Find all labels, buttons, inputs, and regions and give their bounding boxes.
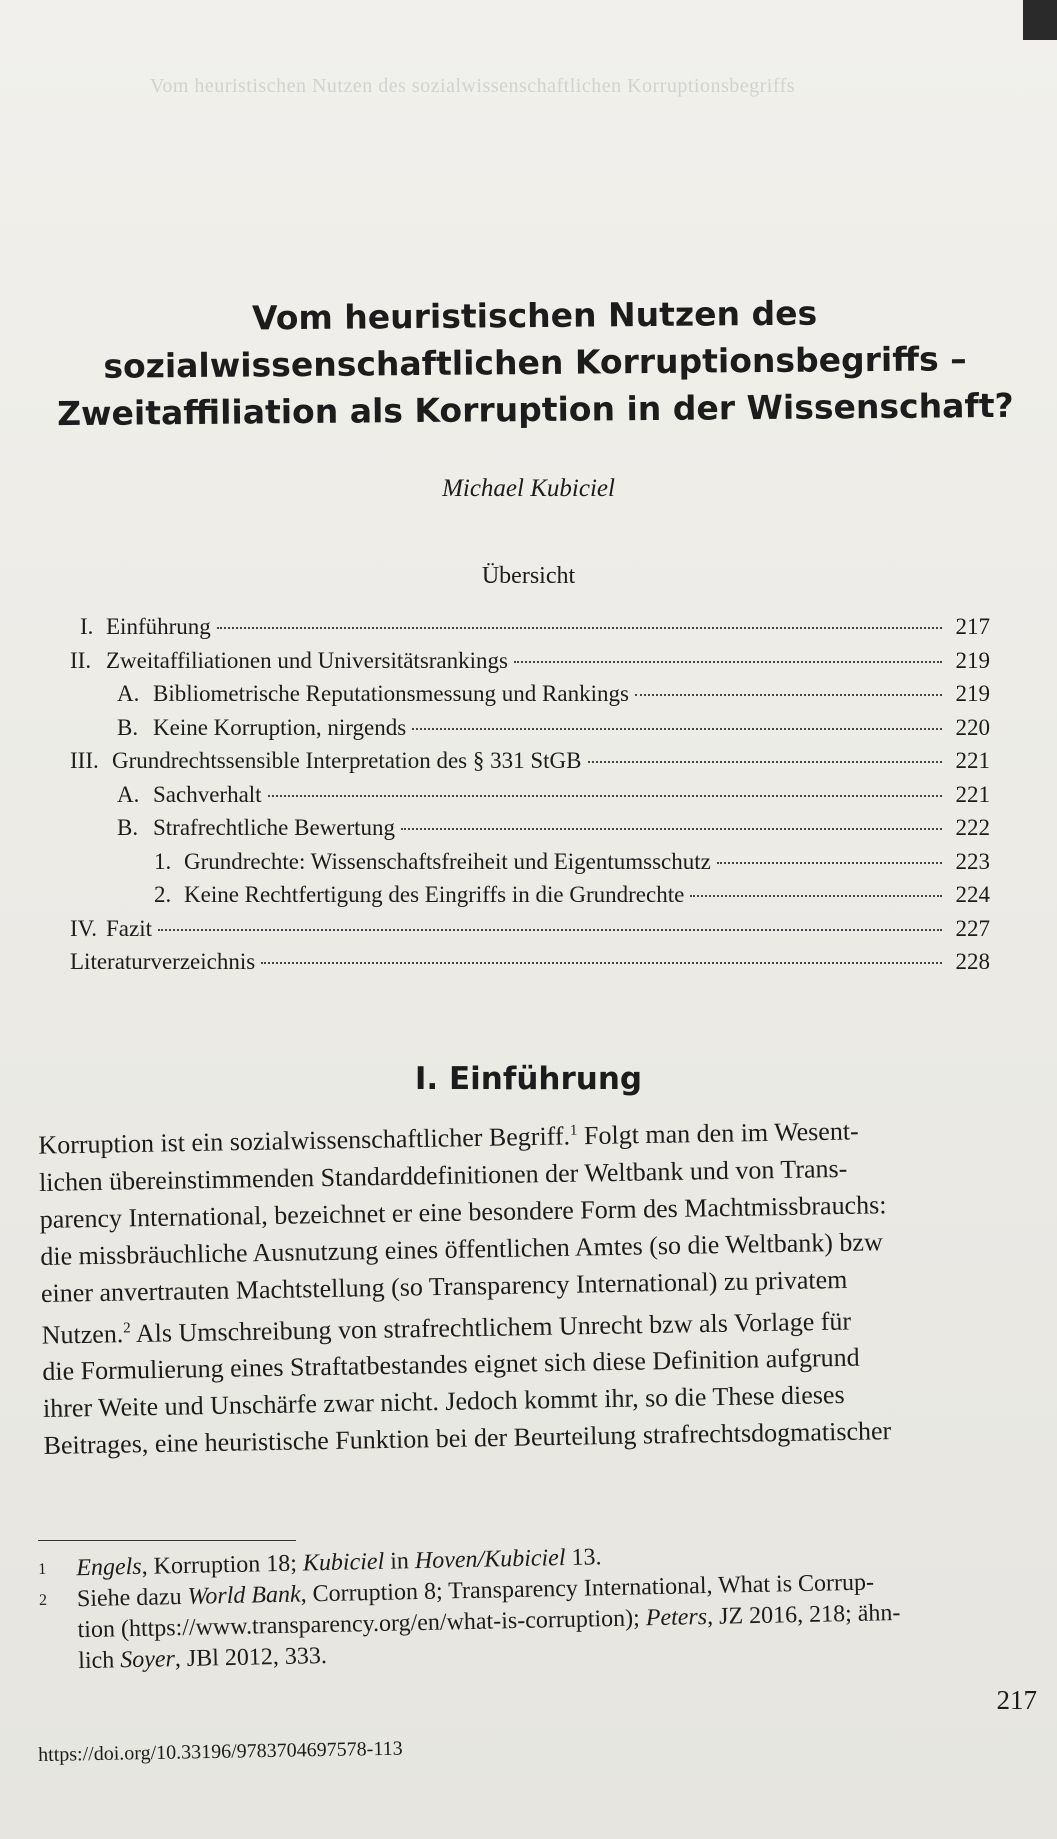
section-heading: I. Einführung [414,1061,643,1097]
toc-entry-page: 217 [955,614,990,639]
toc-leader [401,828,942,830]
toc-entry-number: IV. [70,915,98,941]
footnote-text: , JBl 2012, 333. [174,1642,328,1673]
toc-entry-label: Literaturverzeichnis [70,949,256,974]
toc-leader [690,895,942,897]
doi-link[interactable]: https://doi.org/10.33196/9783704697578-113 [38,1737,403,1766]
toc-entry-label: Fazit [106,915,152,941]
toc-entry-page: 221 [955,781,990,807]
footnote-ref: 1 [569,1122,578,1139]
toc-entry-label: Grundrechte: Wissenschaftsfreiheit und Eigentumsschutz [184,848,711,874]
footnote-text: tion (https://www.transparency.org/en/what-is-corruption); [77,1605,647,1644]
footnote-text: 13. [565,1544,602,1571]
toc-entry [70,849,990,883]
cited-author: Peters [645,1604,708,1632]
title-line-2: sozialwissenschaftlichen Korruptionsbegriffs – [103,339,967,386]
toc-entry-number: B. [117,815,139,840]
toc-leader [514,661,942,663]
body-line-text: Nutzen. [41,1318,124,1350]
body-line-text: Folgt man den im Wesent- [577,1116,859,1151]
toc-entry-label: Einführung [106,614,211,639]
body-line: parency International, bezeichnet er eine besondere Form des Machtmissbrauchs: [39,1189,887,1234]
toc-entry-page: 224 [955,882,990,907]
toc-entry-label: Grundrechtssensible Interpretation des § 331 StGB [112,748,582,773]
toc-leader [158,929,942,931]
body-line: Beitrages, eine heuristische Funktion bei der Beurteilung strafrechtsdogmatischer [43,1416,892,1461]
toc-entry-label: Strafrechtliche Bewertung [153,815,396,840]
body-paragraph [38,1105,1044,1465]
toc-entry-page: 223 [955,848,990,874]
toc-entry-page: 222 [955,815,990,840]
toc-entry-page: 219 [955,681,990,706]
footnote-text: , Corruption 8; Transparency International, What is Corrup- [300,1569,875,1608]
toc-entry-label: Keine Korruption, nirgends [153,714,407,740]
toc-entry-page: 221 [955,748,990,773]
toc-entry-page: 228 [955,949,990,974]
toc-leader [412,728,942,730]
title-line-1: Vom heuristischen Nutzen des [251,293,818,338]
toc-entry [70,916,990,950]
footnote-text: in [383,1548,416,1575]
toc-entry-page: 227 [955,915,990,941]
body-line: die missbräuchliche Ausnutzung eines öffentlichen Amtes (so die Weltbank) bzw [40,1226,883,1271]
footnote-separator [38,1540,296,1541]
body-line: ihrer Weite und Unschärfe zwar nicht. Jedoch kommt ihr, so die These dieses [42,1380,845,1424]
toc-entry [70,614,990,648]
toc-entry [70,882,990,916]
footnote-text: , JZ 2016, 218; ähn- [706,1599,901,1630]
toc-leader [217,627,942,629]
footnote-text: lich [77,1647,121,1675]
toc-entry-number: 2. [154,882,172,907]
toc-entry-page: 220 [955,714,990,740]
toc-entry-label: Bibliometrische Reputationsmessung und Rankings [153,681,629,706]
toc-entry [70,681,990,715]
body-line: die Formulierung eines Straftatbestandes eignet sich diese Definition aufgrund [42,1343,860,1387]
toc-entry-label: Sachverhalt [153,781,262,807]
running-head: Vom heuristischen Nutzen des sozialwissenschaftlichen Korruptionsbegriffs [150,75,796,97]
toc-leader [588,761,943,763]
cited-author: Engels [76,1553,142,1582]
body-line: lichen übereinstimmenden Standarddefinitionen der Weltbank und von Trans- [38,1153,848,1197]
footnote-mark: 2 [38,1591,48,1609]
toc-entry-number: III. [70,748,99,773]
body-line-text: Als Umschreibung von strafrechtlichem Unrecht bzw als Vorlage für [130,1306,852,1348]
title-line-3: Zweitaffiliation als Korruption in der Wissenschaft? [56,385,1014,434]
toc-leader [717,862,942,864]
toc-entry [70,949,990,983]
cited-author: Soyer [119,1646,176,1674]
cited-author: Hoven/Kubiciel [414,1544,566,1575]
author-name: Michael Kubiciel [442,475,615,502]
cited-author: World Bank [187,1581,301,1610]
toc-entry-label: Zweitaffiliationen und Universitätsrankings [106,647,508,673]
footnote-mark: 1 [38,1560,47,1578]
toc-entry-number: II. [70,647,92,673]
toc-entry-number: I. [80,614,94,639]
cited-author: Kubiciel [302,1548,385,1577]
toc-entry [70,815,990,849]
toc-entry-label: Keine Rechtfertigung des Eingriffs in die Grundrechte [184,882,685,907]
body-line: einer anvertrauten Machtstellung (so Transparency International) zu privatem [40,1264,848,1308]
toc-leader [635,694,942,696]
toc-entry [70,715,990,749]
toc-leader [268,795,942,797]
toc-entry-number: 1. [154,848,172,874]
body-line-text: Korruption ist ein sozialwissenschaftlicher Begriff. [38,1121,571,1160]
page-edge-shadow [1023,0,1057,40]
toc-entry [70,648,990,682]
footnote-ref: 2 [123,1320,131,1337]
toc-entry-page: 219 [955,647,990,673]
toc-entry [70,748,990,782]
table-of-contents [70,614,990,983]
footnotes [38,1533,1040,1678]
footnote-text: , Korruption 18; [141,1550,304,1580]
toc-heading: Übersicht [481,563,576,589]
toc-entry-number: A. [117,781,140,807]
toc-entry-number: B. [117,714,139,740]
toc-entry [70,782,990,816]
toc-entry-number: A. [117,681,140,706]
footnote-text: Siehe dazu [76,1583,188,1613]
toc-leader [261,962,942,964]
page-number: 217 [996,1685,1037,1715]
article-title [39,288,1030,438]
